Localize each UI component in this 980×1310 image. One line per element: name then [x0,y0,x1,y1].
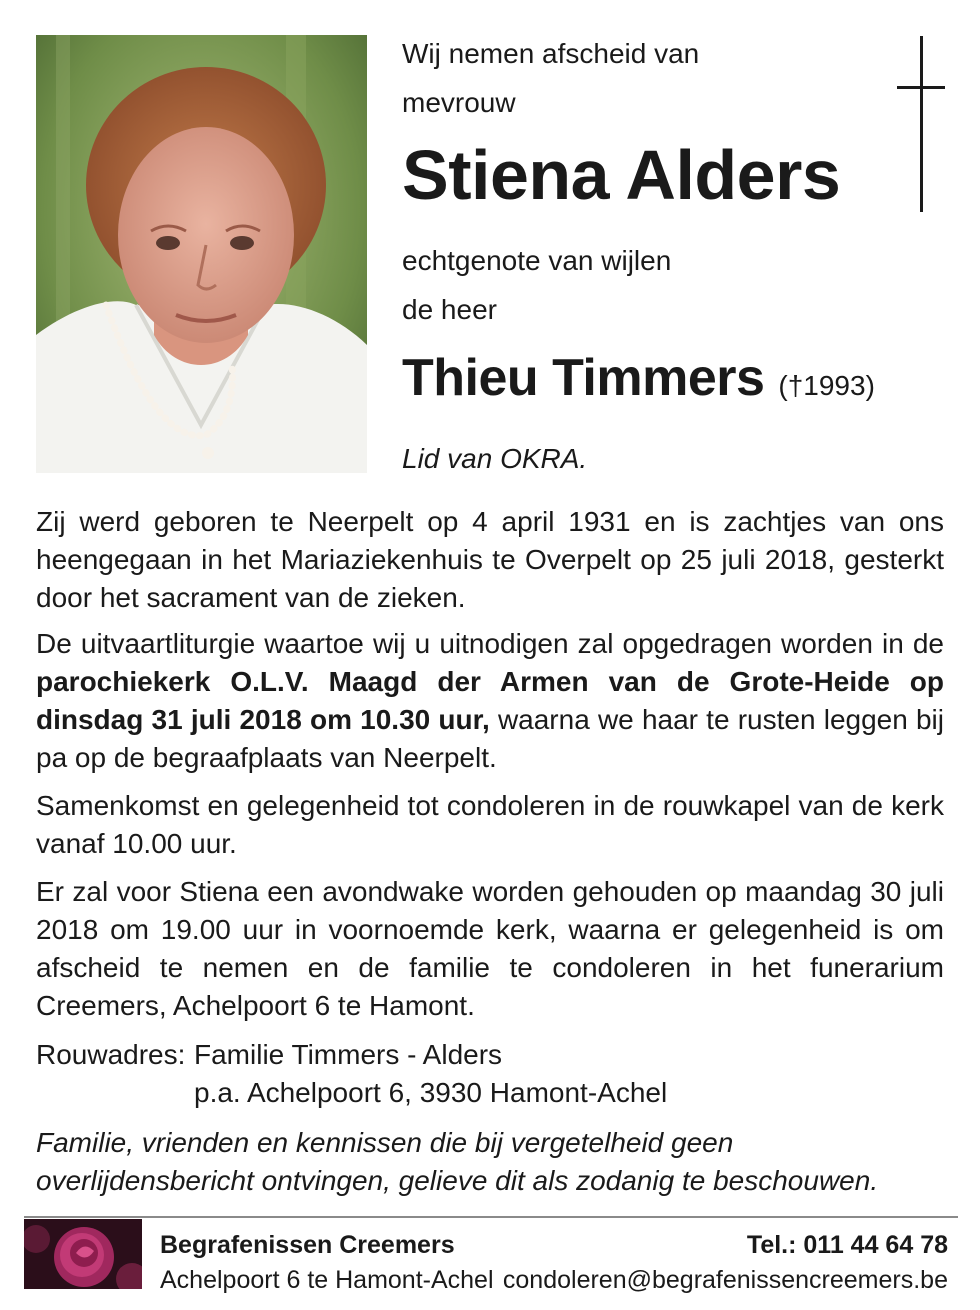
intro-line-2: mevrouw [402,87,516,118]
funeral-intro: De uitvaartliturgie waartoe wij u uitnodigen zal opgedragen worden in de [36,628,944,659]
spouse-intro-line-1: echtgenote van wijlen [402,245,672,276]
spouse-name: Thieu Timmers [402,349,765,407]
paragraph-birth-death [36,503,944,617]
spouse-intro-line-2: de heer [402,294,497,325]
footer-divider [24,1216,958,1218]
membership: Lid van OKRA. [402,443,588,474]
spouse-name-line [402,349,875,407]
funeral-location-time: parochiekerk O.L.V. Maagd der Armen van de Grote-Heide op dinsdag 31 juli 2018 om 10.30 uur, [36,666,944,735]
rose-illustration [24,1219,142,1289]
paragraph-condolence [36,787,944,863]
funeral-home-address: Achelpoort 6 te Hamont-Achel [160,1266,494,1294]
deceased-name: Stiena Alders [402,136,841,214]
rose-image [24,1219,142,1289]
mourning-address-line-1: Familie Timmers - Alders [194,1039,503,1070]
paragraph-funeral [36,625,944,777]
paragraph-text: Zij werd geboren te Neerpelt op 4 april 1931 en is zachtjes van ons heengegaan in het Mariaziekenhuis te Overpelt op 25 juli 2018, gesterkt door het sacrament van de zieken. [36,506,944,613]
spouse-death-year: (†1993) [778,370,875,401]
intro-line-1: Wij nemen afscheid van [402,38,700,69]
mourning-address [36,1036,667,1112]
portrait-illustration [36,35,367,473]
paragraph-wake [36,873,944,1025]
mourning-address-line-2: p.a. Achelpoort 6, 3930 Hamont-Achel [194,1077,668,1108]
paragraph-text: Er zal voor Stiena een avondwake worden gehouden op maandag 30 juli 2018 om 19.00 uur in voornoemde kerk, waarna er gelegenheid is om afscheid te nemen en de familie te condoleren in het funerarium Creemers, Achelpoort 6 te Hamont. [36,876,944,1021]
cross-icon [897,36,947,212]
mourning-address-label: Rouwadres: [36,1039,186,1070]
funeral-burial: waarna we haar te rusten leggen bij pa op de begraafplaats van Neerpelt. [36,704,945,773]
funeral-home-email[interactable]: condoleren@begrafenissencreemers.be [502,1266,948,1294]
funeral-home-name: Begrafenissen Creemers [160,1231,455,1259]
closing-note: Familie, vrienden en kennissen die bij vergetelheid geen overlijdensbericht ontvingen, gelieve dit als zodanig te beschouwen. [36,1127,879,1196]
paragraph-text [36,625,944,777]
paragraph-text: Samenkomst en gelegenheid tot condoleren in de rouwkapel van de kerk vanaf 10.00 uur. [36,790,944,859]
funeral-home-phone[interactable]: Tel.: 011 44 64 78 [746,1231,948,1259]
portrait-photo [36,35,367,473]
